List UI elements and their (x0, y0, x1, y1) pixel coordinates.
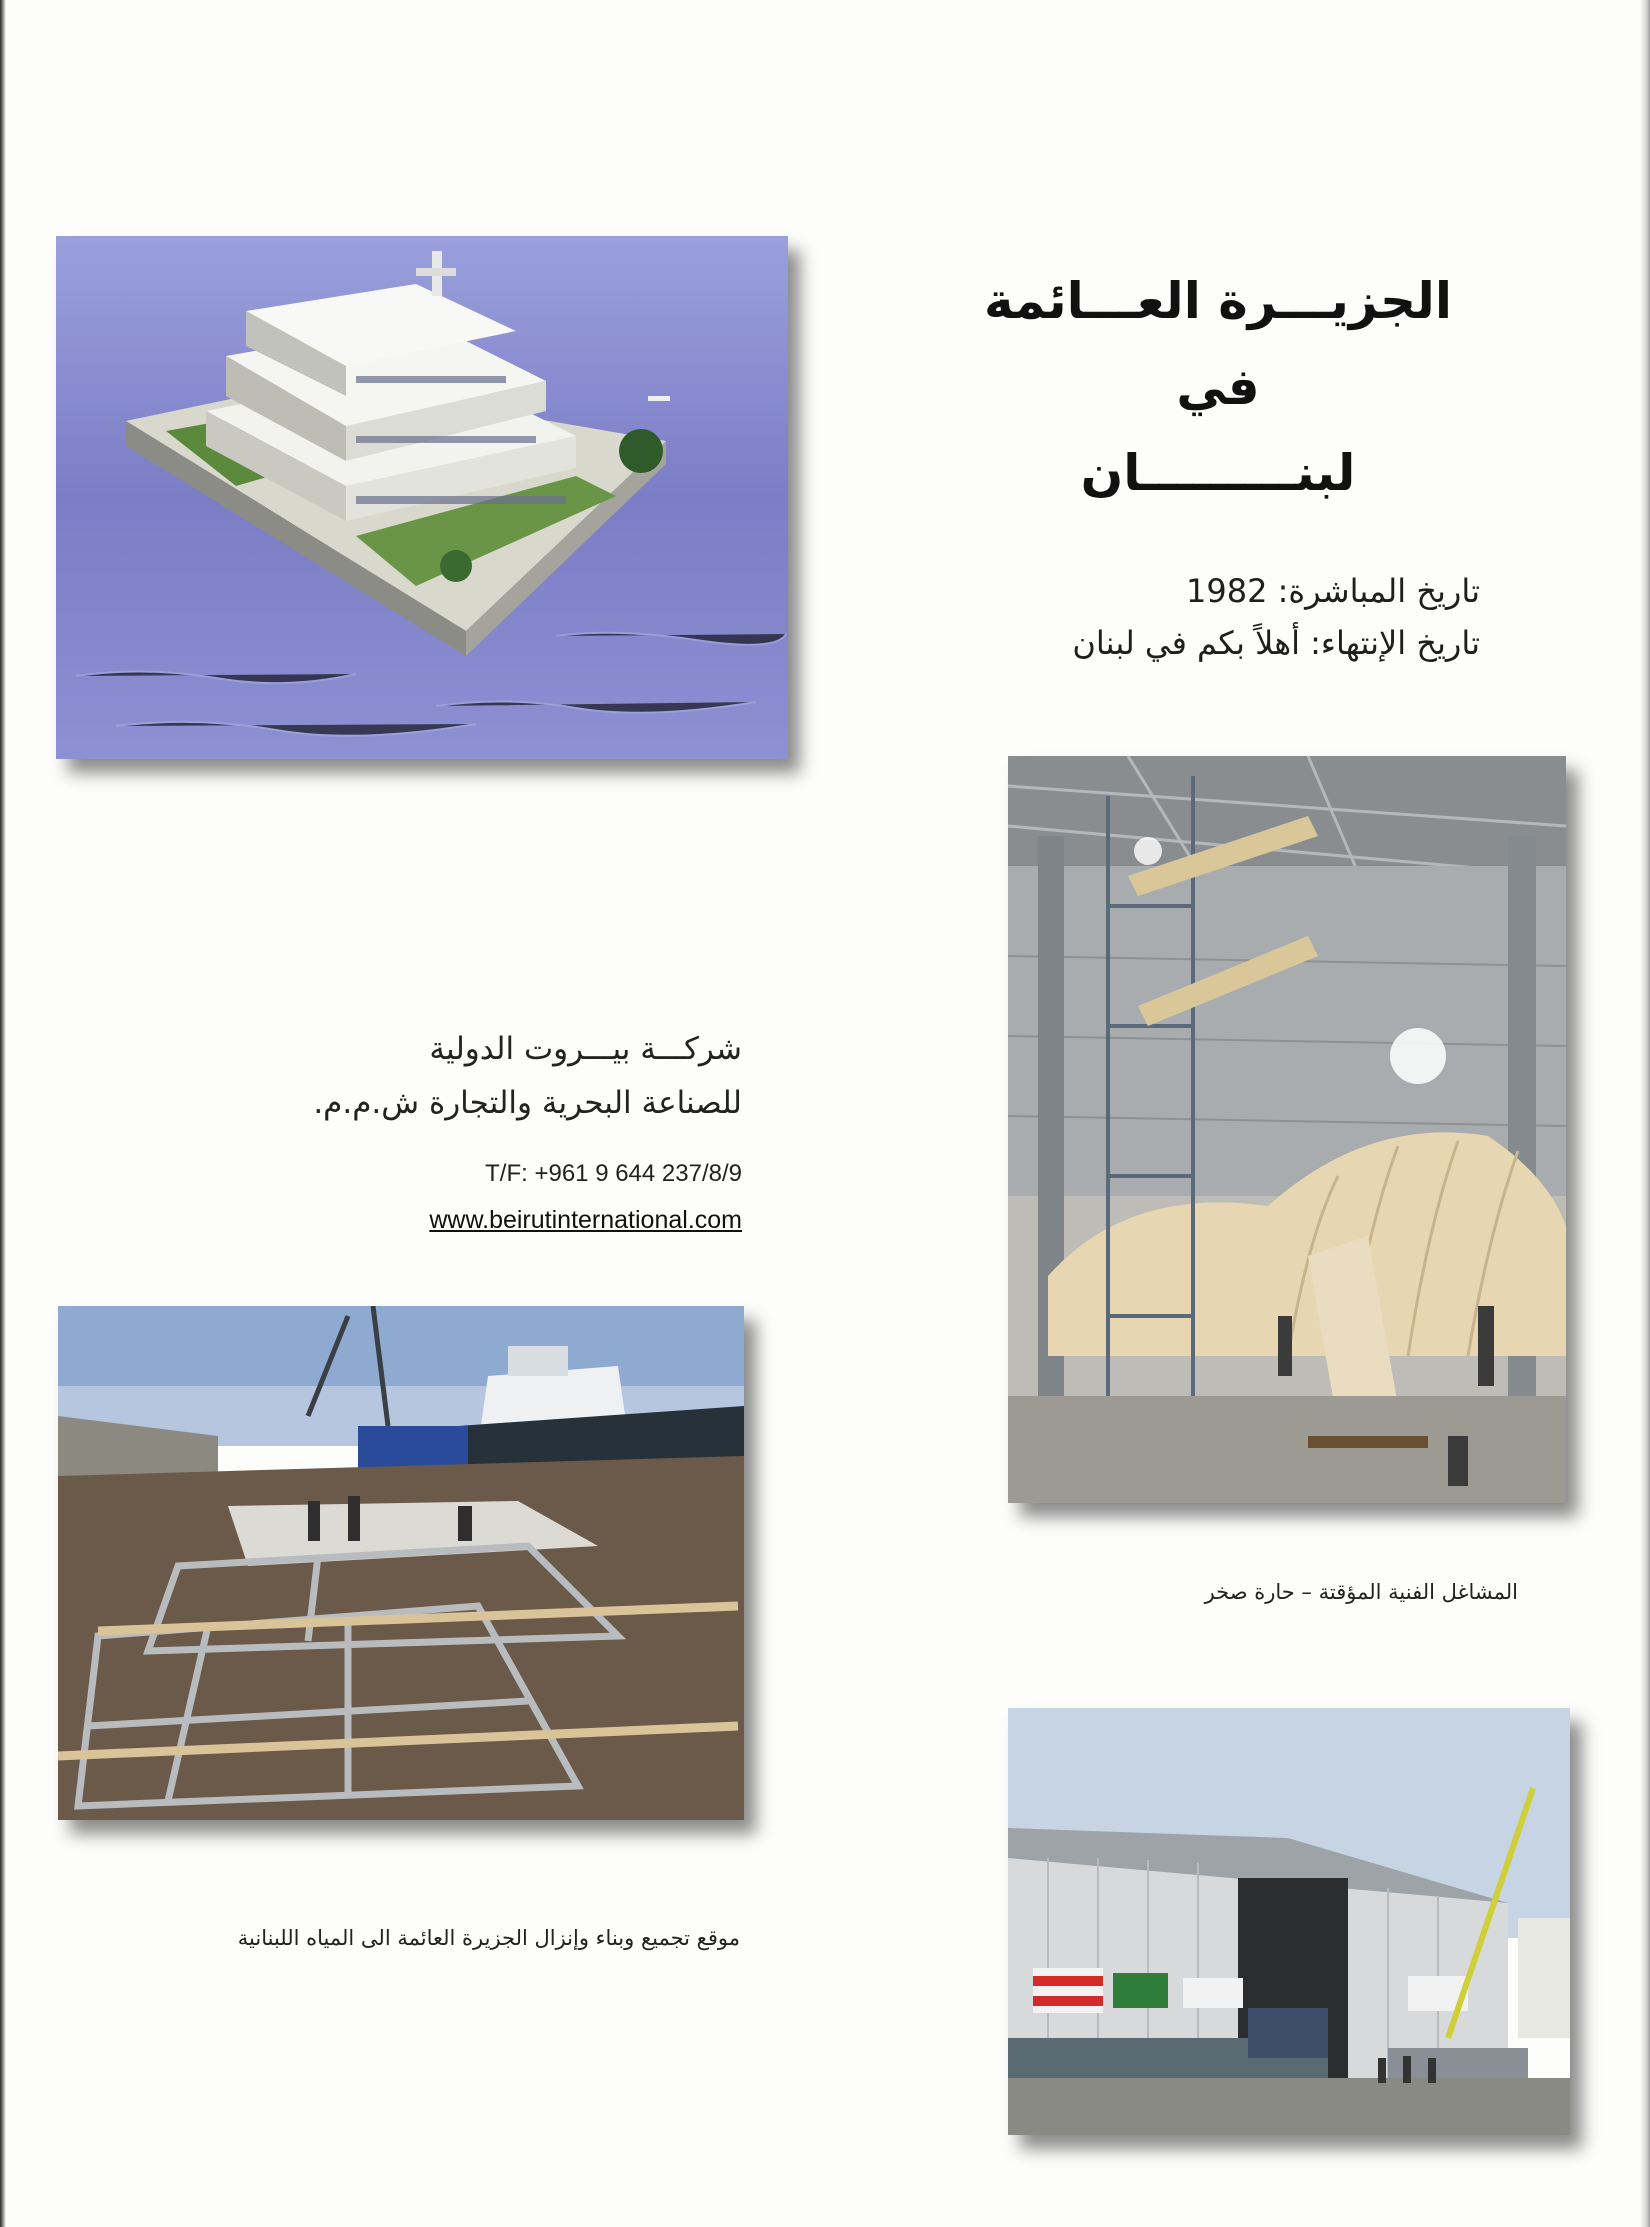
company-website-link[interactable]: www.beirutinternational.com (429, 1206, 742, 1234)
company-name-line-2: للصناعة البحرية والتجارة ش.م.م. (313, 1085, 742, 1121)
lebanon-flag-icon (1033, 1968, 1103, 2013)
assembly-site-photo (58, 1306, 744, 1820)
end-date: تاريخ الإنتهاء: أهلاً بكم في لبنان (1072, 624, 1480, 662)
assembly-site-caption: موقع تجميع وبناء وإنزال الجزيرة العائمة الى المياه اللبنانية (237, 1926, 740, 1950)
company-phone: T/F: +961 9 644 237/8/9 (485, 1160, 742, 1187)
company-name-line-1: شركـــة بيـــروت الدولية (429, 1031, 742, 1067)
title-line-2: في (1176, 358, 1260, 416)
floating-island-render-photo (56, 236, 788, 759)
start-date: تاريخ المباشرة: 1982 (1185, 572, 1480, 610)
page-right-edge (1640, 0, 1650, 2227)
workshop-interior-photo (1008, 756, 1566, 1503)
company-name-block (258, 1022, 742, 1130)
document-title (958, 258, 1478, 516)
page-binding-edge (0, 0, 6, 2227)
saudi-flag-icon (1113, 1973, 1168, 2008)
title-line-1: الجزيـــرة العـــائمة (984, 272, 1452, 330)
hangar-exterior-photo (1008, 1708, 1570, 2135)
workshop-caption: المشاغل الفنية المؤقتة – حارة صخر (1204, 1580, 1518, 1604)
project-dates (920, 565, 1480, 669)
title-line-3: لبنـــــــــان (1080, 444, 1356, 502)
